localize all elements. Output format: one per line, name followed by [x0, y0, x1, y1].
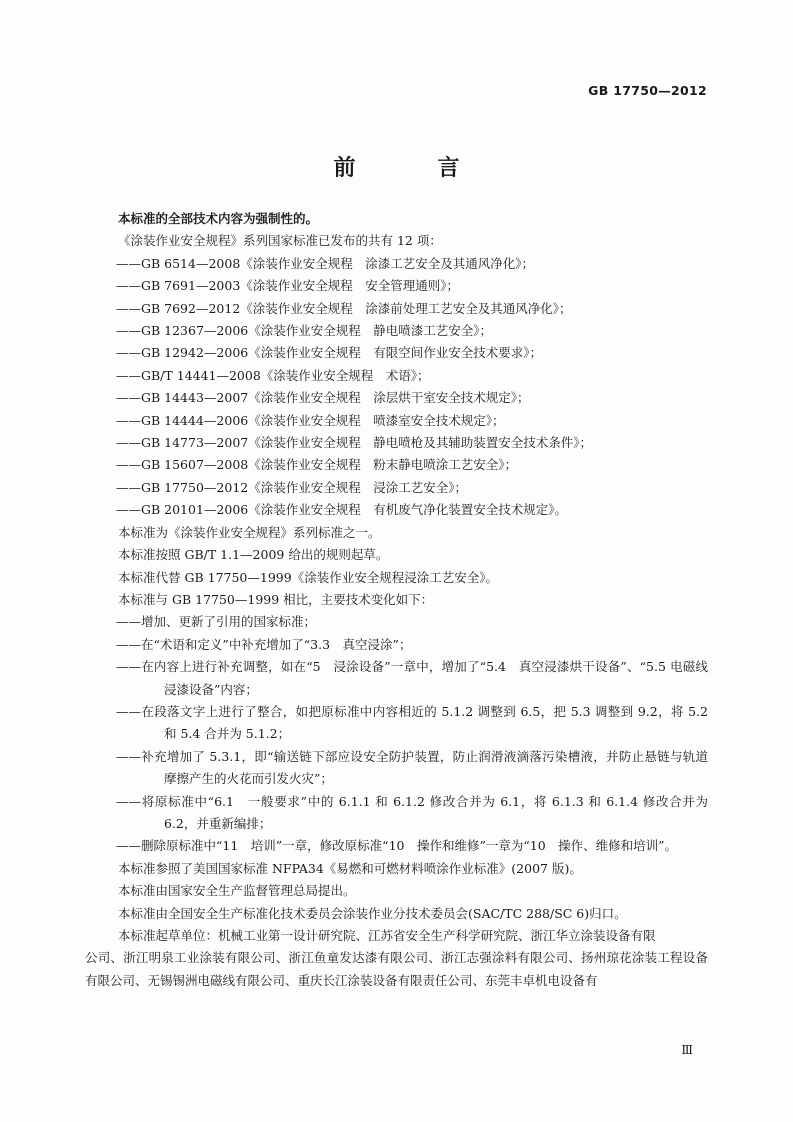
paragraph-proposer: 本标准由国家安全生产监督管理总局提出。 [118, 883, 356, 899]
paragraph-series-intro: 《涂装作业安全规程》系列国家标准已发布的共有 12 项： [118, 233, 442, 249]
list-item: ——GB 6514—2008《涂装作业安全规程 涂漆工艺安全及其通风净化》； [116, 255, 535, 271]
foreword-body [85, 208, 708, 992]
list-item: ——将原标准中“6.1 一般要求”中的 6.1.1 和 6.1.2 修改合并为 6.1，将 6.1.3 和 6.1.4 修改合并为 6.2，并重新编排； [116, 793, 708, 831]
list-item: ——GB 7691—2003《涂装作业安全规程 安全管理通则》； [116, 278, 460, 294]
list-item: ——GB/T 14441—2008《涂装作业安全规程 术语》； [116, 367, 430, 383]
changes-list [116, 611, 708, 857]
list-item: ——在段落文字上进行了整合，如把原标准中内容相近的 5.1.2 调整到 6.5，把 5.3 调整到 9.2，将 5.2 和 5.4 合并为 5.1.2； [116, 703, 708, 742]
drafting-units-continuation: 公司、浙江明泉工业涂装有限公司、浙江鱼童发达漆有限公司、浙江志强涂料有限公司、扬州琼花涂装工程设备有限公司、无锡锡洲电磁线有限公司、重庆长江涂装设备有限责任公司、东莞丰卓机电设备有 [85, 950, 708, 988]
paragraph-drafting-rules: 本标准按照 GB/T 1.1—2009 给出的规则起草。 [118, 547, 389, 563]
paragraph-changes-intro: 本标准与 GB 17750—1999 相比，主要技术变化如下： [118, 591, 434, 607]
standard-number: GB 17750—2012 [588, 83, 707, 98]
page-number: Ⅲ [681, 1043, 694, 1057]
paragraph-drafting-units [85, 925, 708, 992]
list-item: ——GB 17750—2012《涂装作业安全规程 浸涂工艺安全》； [116, 479, 467, 495]
drafting-units-first-line: 本标准起草单位：机械工业第一设计研究院、江苏省安全生产科学研究院、浙江华立涂装设备有限 [118, 928, 656, 943]
list-item: ——删除原标准中“11 培训”一章，修改原标准“10 操作和维修”一章为“10 操作、维修和培训”。 [116, 838, 678, 854]
series-list [116, 253, 708, 522]
paragraph-reference-standard: 本标准参照了美国国家标准 NFPA34《易燃和可燃材料喷涂作业标准》(2007 版)。 [118, 860, 582, 876]
list-item: ——增加、更新了引用的国家标准； [116, 614, 317, 630]
list-item: ——GB 12367—2006《涂装作业安全规程 静电喷漆工艺安全》； [116, 323, 492, 339]
list-item: ——在“术语和定义”中补充增加了“3.3 真空浸涂”； [116, 636, 412, 652]
paragraph-mandatory: 本标准的全部技术内容为强制性的。 [118, 211, 319, 226]
paragraph-committee: 本标准由全国安全生产标准化技术委员会涂装作业分技术委员会(SAC/TC 288/SC 6)归口。 [118, 905, 627, 921]
list-item: ——GB 7692—2012《涂装作业安全规程 涂漆前处理工艺安全及其通风净化》； [116, 300, 572, 316]
page-title: 前 言 [333, 156, 490, 181]
list-item: ——GB 15607—2008《涂装作业安全规程 粉末静电喷涂工艺安全》； [116, 457, 517, 473]
list-item: ——GB 14773—2007《涂装作业安全规程 静电喷枪及其辅助装置安全技术条件》； [116, 435, 592, 451]
list-item: ——GB 14444—2006《涂装作业安全规程 喷漆室安全技术规定》； [116, 412, 505, 428]
list-item: ——补充增加了 5.3.1，即“输送链下部应设安全防护装置，防止润滑液滴落污染槽液，并防止悬链与轨道摩擦产生的火花而引发火灾”； [116, 748, 708, 787]
list-item: ——在内容上进行补充调整，如在“5 浸涂设备”一章中，增加了“5.4 真空浸漆烘干设备”、“5.5 电磁线浸漆设备”内容； [116, 659, 708, 697]
list-item: ——GB 14443—2007《涂装作业安全规程 涂层烘干室安全技术规定》； [116, 390, 530, 406]
list-item: ——GB 20101—2006《涂装作业安全规程 有机废气净化装置安全技术规定》。 [116, 502, 567, 518]
paragraph-replaces: 本标准代替 GB 17750—1999《涂装作业安全规程浸涂工艺安全》。 [118, 569, 498, 585]
paragraph-series-member: 本标准为《涂装作业安全规程》系列标准之一。 [118, 524, 381, 540]
list-item: ——GB 12942—2006《涂装作业安全规程 有限空间作业安全技术要求》； [116, 345, 542, 361]
